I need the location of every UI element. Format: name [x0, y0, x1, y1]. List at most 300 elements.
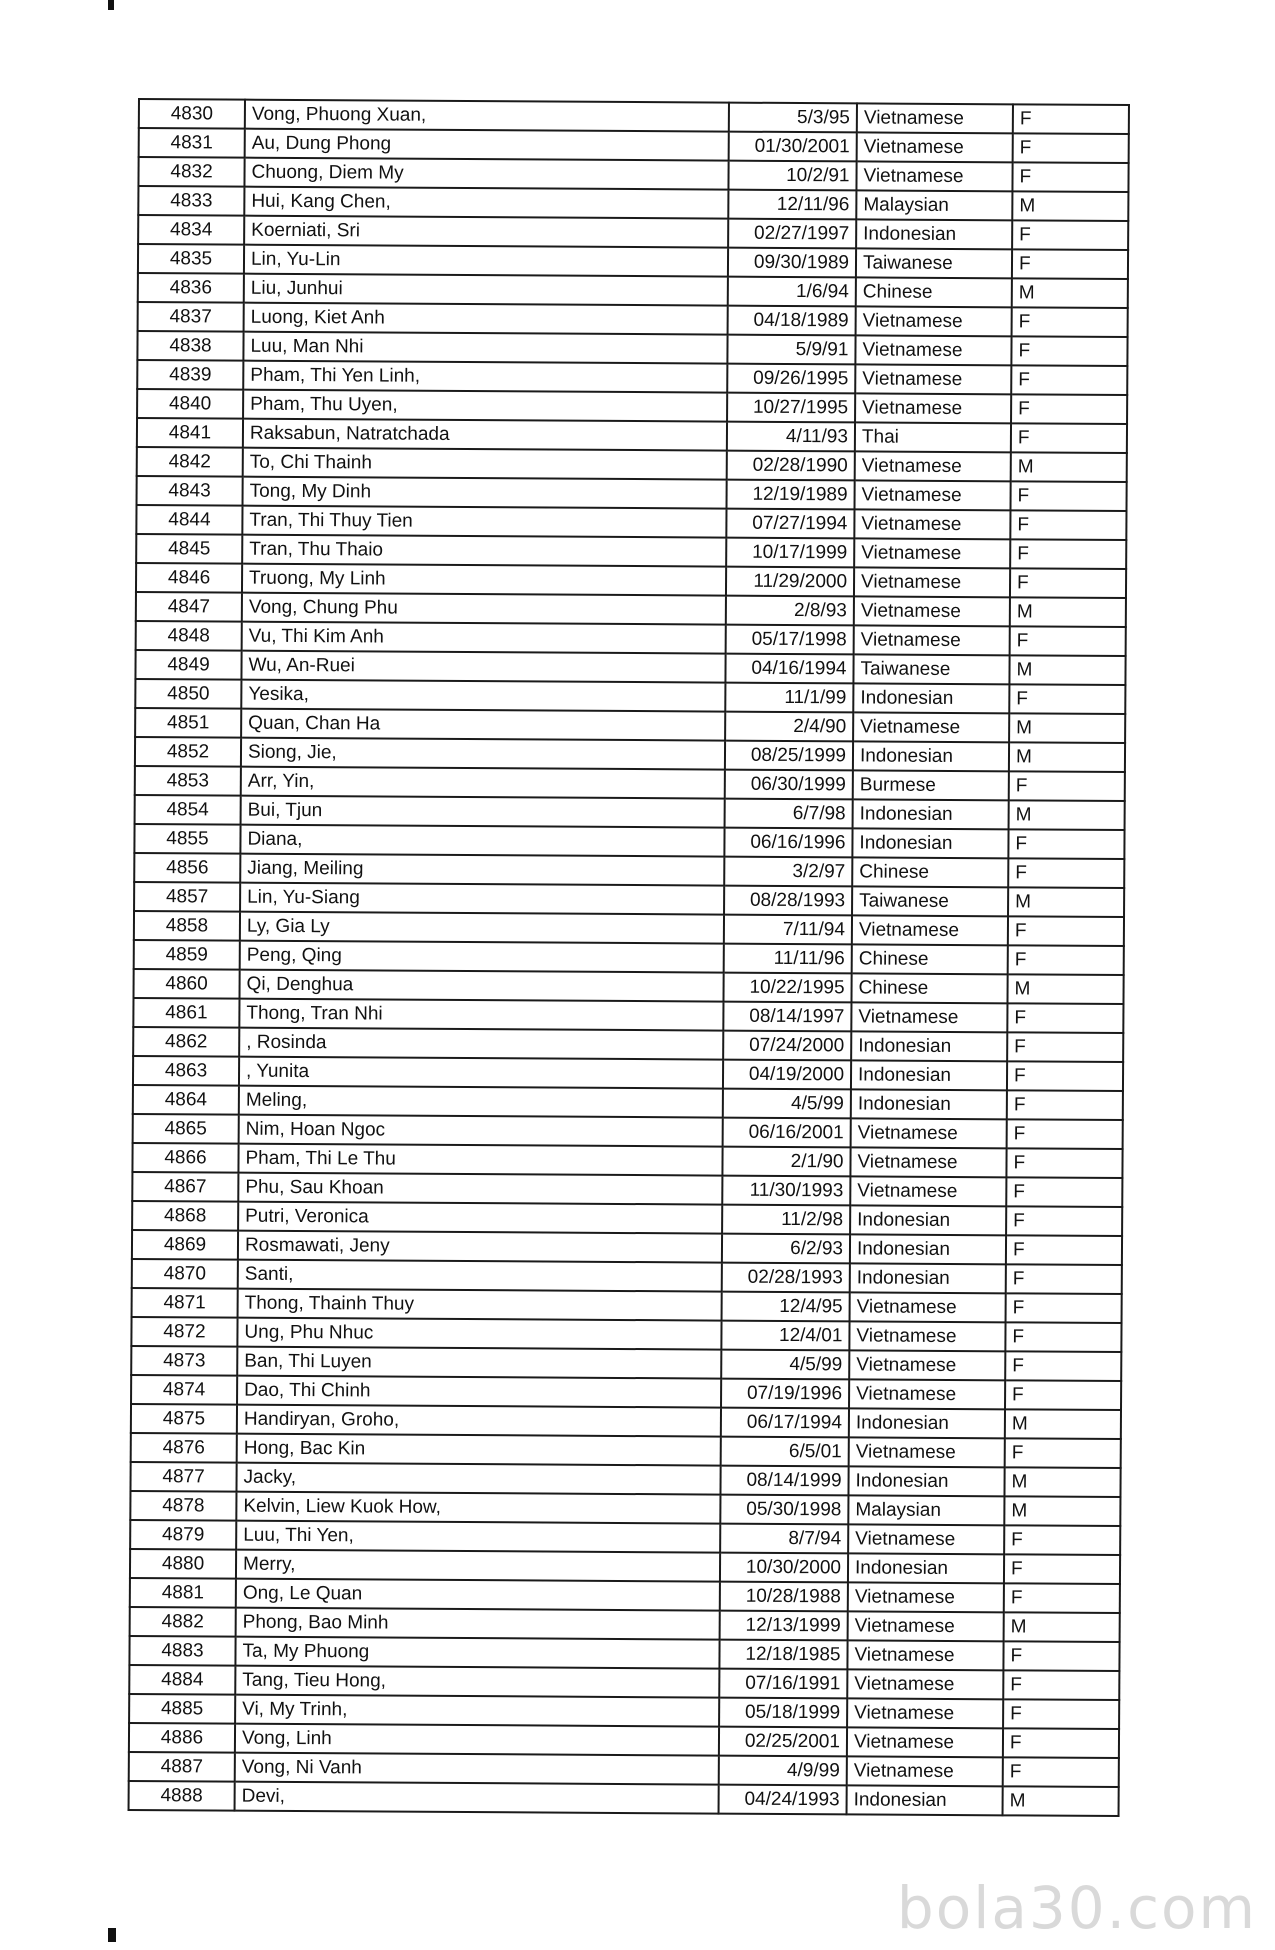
date-of-birth-cell: 08/28/1993 — [724, 886, 852, 916]
sex-cell: F — [1004, 1554, 1120, 1584]
record-id-cell: 4886 — [129, 1723, 235, 1753]
nationality-cell: Indonesian — [847, 1785, 1003, 1815]
name-cell: Koerniati, Sri — [244, 216, 728, 248]
sex-cell: F — [1003, 1670, 1119, 1700]
nationality-cell: Vietnamese — [854, 567, 1010, 597]
sex-cell: M — [1008, 887, 1124, 917]
sex-cell: F — [1003, 1699, 1119, 1729]
date-of-birth-cell: 07/27/1994 — [726, 509, 854, 539]
date-of-birth-cell: 12/18/1985 — [719, 1640, 847, 1670]
date-of-birth-cell: 02/28/1990 — [727, 451, 855, 481]
date-of-birth-cell: 4/11/93 — [727, 422, 855, 452]
nationality-cell: Chinese — [852, 857, 1008, 887]
sex-cell: F — [1013, 104, 1129, 134]
nationality-cell: Taiwanese — [856, 248, 1012, 278]
nationality-cell: Indonesian — [853, 683, 1009, 713]
name-cell: Tran, Thi Thuy Tien — [242, 506, 726, 538]
date-of-birth-cell: 01/30/2001 — [729, 132, 857, 162]
record-id-cell: 4857 — [134, 882, 240, 912]
sex-cell: F — [1006, 1264, 1122, 1294]
date-of-birth-cell: 06/16/2001 — [723, 1118, 851, 1148]
nationality-cell: Vietnamese — [855, 393, 1011, 423]
nationality-cell: Taiwanese — [852, 886, 1008, 916]
record-id-cell: 4846 — [136, 563, 242, 593]
name-cell: Lin, Yu-Siang — [240, 883, 724, 915]
sex-cell: F — [1011, 336, 1127, 366]
sex-cell: F — [1012, 220, 1128, 250]
nationality-cell: Indonesian — [856, 219, 1012, 249]
date-of-birth-cell: 4/5/99 — [723, 1089, 851, 1119]
date-of-birth-cell: 6/7/98 — [725, 799, 853, 829]
sex-cell: M — [1012, 278, 1128, 308]
sex-cell: F — [1010, 626, 1126, 656]
nationality-cell: Thai — [855, 422, 1011, 452]
sex-cell: F — [1007, 1119, 1123, 1149]
date-of-birth-cell: 12/4/95 — [722, 1292, 850, 1322]
sex-cell: F — [1003, 1641, 1119, 1671]
name-cell: Merry, — [236, 1550, 720, 1582]
nationality-cell: Vietnamese — [854, 538, 1010, 568]
nationality-cell: Indonesian — [853, 799, 1009, 829]
sex-cell: F — [1005, 1380, 1121, 1410]
date-of-birth-cell: 11/2/98 — [722, 1205, 850, 1235]
name-cell: Siong, Jie, — [241, 738, 725, 770]
nationality-cell: Vietnamese — [856, 306, 1012, 336]
sex-cell: F — [1011, 365, 1127, 395]
record-id-cell: 4835 — [138, 244, 244, 274]
date-of-birth-cell: 11/11/96 — [724, 944, 852, 974]
name-cell: Jiang, Meiling — [240, 854, 724, 886]
sex-cell: M — [1009, 742, 1125, 772]
scan-mark-top — [108, 0, 114, 10]
nationality-cell: Vietnamese — [855, 364, 1011, 394]
nationality-cell: Indonesian — [851, 1089, 1007, 1119]
record-id-cell: 4834 — [138, 215, 244, 245]
record-id-cell: 4855 — [134, 824, 240, 854]
record-id-cell: 4836 — [138, 273, 244, 303]
nationality-cell: Indonesian — [848, 1466, 1004, 1496]
record-id-cell: 4887 — [129, 1752, 235, 1782]
nationality-cell: Vietnamese — [855, 480, 1011, 510]
scan-mark-bottom — [108, 1928, 116, 1942]
nationality-cell: Vietnamese — [850, 1292, 1006, 1322]
record-id-cell: 4865 — [133, 1114, 239, 1144]
record-id-cell: 4837 — [138, 302, 244, 332]
record-id-cell: 4859 — [134, 940, 240, 970]
date-of-birth-cell: 6/5/01 — [721, 1437, 849, 1467]
date-of-birth-cell: 08/25/1999 — [725, 741, 853, 771]
name-cell: Hui, Kang Chen, — [244, 187, 728, 219]
name-cell: Wu, An-Ruei — [241, 651, 725, 683]
nationality-cell: Vietnamese — [851, 1002, 1007, 1032]
name-cell: Hong, Bac Kin — [237, 1434, 721, 1466]
date-of-birth-cell: 10/30/2000 — [720, 1553, 848, 1583]
sex-cell: F — [1011, 423, 1127, 453]
name-cell: Vi, My Trinh, — [235, 1695, 719, 1727]
record-id-cell: 4873 — [131, 1346, 237, 1376]
date-of-birth-cell: 2/1/90 — [722, 1147, 850, 1177]
sex-cell: F — [1012, 307, 1128, 337]
nationality-cell: Vietnamese — [848, 1524, 1004, 1554]
date-of-birth-cell: 12/4/01 — [721, 1321, 849, 1351]
name-cell: Pham, Thu Uyen, — [243, 390, 727, 422]
name-cell: Kelvin, Liew Kuok How, — [236, 1492, 720, 1524]
record-id-cell: 4854 — [135, 795, 241, 825]
date-of-birth-cell: 12/13/1999 — [720, 1611, 848, 1641]
record-id-cell: 4844 — [136, 505, 242, 535]
date-of-birth-cell: 04/18/1989 — [728, 306, 856, 336]
sex-cell: M — [1007, 974, 1123, 1004]
record-id-cell: 4871 — [132, 1288, 238, 1318]
record-id-cell: 4847 — [136, 592, 242, 622]
date-of-birth-cell: 07/19/1996 — [721, 1379, 849, 1409]
date-of-birth-cell: 05/18/1999 — [719, 1698, 847, 1728]
name-cell: Yesika, — [241, 680, 725, 712]
record-id-cell: 4839 — [137, 360, 243, 390]
date-of-birth-cell: 10/27/1995 — [727, 393, 855, 423]
record-id-cell: 4866 — [132, 1143, 238, 1173]
date-of-birth-cell: 07/24/2000 — [723, 1031, 851, 1061]
nationality-cell: Indonesian — [853, 741, 1009, 771]
date-of-birth-cell: 8/7/94 — [720, 1524, 848, 1554]
nationality-cell: Vietnamese — [855, 451, 1011, 481]
name-cell: Vu, Thi Kim Anh — [242, 622, 726, 654]
date-of-birth-cell: 12/11/96 — [728, 190, 856, 220]
table-row — [129, 1781, 1119, 1816]
table-body — [129, 99, 1129, 1816]
name-cell: Ung, Phu Nhuc — [237, 1318, 721, 1350]
nationality-cell: Indonesian — [852, 828, 1008, 858]
nationality-cell: Vietnamese — [851, 1118, 1007, 1148]
nationality-cell: Vietnamese — [847, 1727, 1003, 1757]
name-cell: Dao, Thi Chinh — [237, 1376, 721, 1408]
name-cell: Lin, Yu-Lin — [244, 245, 728, 277]
name-cell: Diana, — [240, 825, 724, 857]
nationality-cell: Vietnamese — [856, 161, 1012, 191]
date-of-birth-cell: 05/17/1998 — [726, 625, 854, 655]
nationality-cell: Chinese — [852, 944, 1008, 974]
watermark-logo: bola30.com — [896, 1874, 1257, 1942]
record-id-cell: 4880 — [130, 1549, 236, 1579]
record-id-cell: 4856 — [134, 853, 240, 883]
nationality-cell: Chinese — [856, 277, 1012, 307]
record-id-cell: 4883 — [129, 1636, 235, 1666]
date-of-birth-cell: 09/30/1989 — [728, 248, 856, 278]
sex-cell: M — [1011, 452, 1127, 482]
record-id-cell: 4881 — [130, 1578, 236, 1608]
date-of-birth-cell: 5/9/91 — [727, 335, 855, 365]
record-id-cell: 4876 — [131, 1433, 237, 1463]
nationality-cell: Vietnamese — [849, 1437, 1005, 1467]
name-cell: Putri, Veronica — [238, 1202, 722, 1234]
date-of-birth-cell: 06/30/1999 — [725, 770, 853, 800]
nationality-cell: Taiwanese — [853, 654, 1009, 684]
name-cell: Chuong, Diem My — [244, 158, 728, 190]
sex-cell: M — [1005, 1409, 1121, 1439]
nationality-cell: Malaysian — [856, 190, 1012, 220]
date-of-birth-cell: 10/28/1988 — [720, 1582, 848, 1612]
name-cell: Liu, Junhui — [244, 274, 728, 306]
record-id-cell: 4843 — [137, 476, 243, 506]
record-id-cell: 4838 — [137, 331, 243, 361]
date-of-birth-cell: 3/2/97 — [724, 857, 852, 887]
record-id-cell: 4862 — [133, 1027, 239, 1057]
date-of-birth-cell: 04/24/1993 — [719, 1785, 847, 1815]
sex-cell: F — [1013, 133, 1129, 163]
date-of-birth-cell: 08/14/1997 — [723, 1002, 851, 1032]
name-cell: Tong, My Dinh — [243, 477, 727, 509]
sex-cell: F — [1006, 1235, 1122, 1265]
record-id-cell: 4867 — [132, 1172, 238, 1202]
sex-cell: F — [1007, 1090, 1123, 1120]
date-of-birth-cell: 08/14/1999 — [720, 1466, 848, 1496]
nationality-cell: Vietnamese — [854, 625, 1010, 655]
nationality-cell: Vietnamese — [847, 1756, 1003, 1786]
name-cell: Luu, Thi Yen, — [236, 1521, 720, 1553]
record-id-cell: 4853 — [135, 766, 241, 796]
sex-cell: F — [1005, 1438, 1121, 1468]
date-of-birth-cell: 06/17/1994 — [721, 1408, 849, 1438]
nationality-cell: Vietnamese — [849, 1379, 1005, 1409]
nationality-cell: Indonesian — [850, 1205, 1006, 1235]
sex-cell: M — [1004, 1467, 1120, 1497]
sex-cell: F — [1005, 1322, 1121, 1352]
record-id-cell: 4840 — [137, 389, 243, 419]
nationality-cell: Indonesian — [848, 1553, 1004, 1583]
sex-cell: M — [1009, 800, 1125, 830]
sex-cell: F — [1009, 771, 1125, 801]
record-id-cell: 4878 — [130, 1491, 236, 1521]
nationality-cell: Vietnamese — [849, 1350, 1005, 1380]
sex-cell: F — [1008, 945, 1124, 975]
nationality-cell: Indonesian — [851, 1031, 1007, 1061]
sex-cell: F — [1012, 249, 1128, 279]
record-id-cell: 4852 — [135, 737, 241, 767]
name-cell: Truong, My Linh — [242, 564, 726, 596]
record-id-cell: 4861 — [133, 998, 239, 1028]
name-cell: Ban, Thi Luyen — [237, 1347, 721, 1379]
date-of-birth-cell: 4/5/99 — [721, 1350, 849, 1380]
record-id-cell: 4884 — [129, 1665, 235, 1695]
date-of-birth-cell: 12/19/1989 — [727, 480, 855, 510]
nationality-cell: Vietnamese — [850, 1176, 1006, 1206]
nationality-cell: Vietnamese — [852, 915, 1008, 945]
nationality-cell: Indonesian — [850, 1263, 1006, 1293]
name-cell: To, Chi Thainh — [243, 448, 727, 480]
date-of-birth-cell: 5/3/95 — [729, 103, 857, 133]
date-of-birth-cell: 02/28/1993 — [722, 1263, 850, 1293]
student-register-table — [128, 98, 1130, 1817]
record-id-cell: 4860 — [134, 969, 240, 999]
date-of-birth-cell: 6/2/93 — [722, 1234, 850, 1264]
name-cell: Raksabun, Natratchada — [243, 419, 727, 451]
name-cell: Ong, Le Quan — [236, 1579, 720, 1611]
nationality-cell: Burmese — [853, 770, 1009, 800]
nationality-cell: Vietnamese — [853, 712, 1009, 742]
sex-cell: F — [1003, 1757, 1119, 1787]
record-id-cell: 4875 — [131, 1404, 237, 1434]
sex-cell: F — [1006, 1148, 1122, 1178]
sex-cell: F — [1007, 1032, 1123, 1062]
name-cell: Rosmawati, Jeny — [238, 1231, 722, 1263]
date-of-birth-cell: 07/16/1991 — [719, 1669, 847, 1699]
record-id-cell: 4870 — [132, 1259, 238, 1289]
record-id-cell: 4850 — [135, 679, 241, 709]
date-of-birth-cell: 04/16/1994 — [725, 654, 853, 684]
date-of-birth-cell: 10/2/91 — [728, 161, 856, 191]
name-cell: Quan, Chan Ha — [241, 709, 725, 741]
name-cell: Pham, Thi Le Thu — [238, 1144, 722, 1176]
sex-cell: M — [1004, 1612, 1120, 1642]
nationality-cell: Vietnamese — [857, 103, 1013, 133]
sex-cell: M — [1009, 655, 1125, 685]
date-of-birth-cell: 02/25/2001 — [719, 1727, 847, 1757]
sex-cell: M — [1009, 713, 1125, 743]
nationality-cell: Vietnamese — [857, 132, 1013, 162]
sex-cell: F — [1008, 916, 1124, 946]
sex-cell: F — [1012, 162, 1128, 192]
sex-cell: F — [1007, 1061, 1123, 1091]
record-id-cell: 4864 — [133, 1085, 239, 1115]
date-of-birth-cell: 1/6/94 — [728, 277, 856, 307]
sex-cell: M — [1004, 1496, 1120, 1526]
record-id-cell: 4830 — [139, 99, 245, 129]
record-id-cell: 4851 — [135, 708, 241, 738]
name-cell: , Yunita — [239, 1057, 723, 1089]
date-of-birth-cell: 7/11/94 — [724, 915, 852, 945]
date-of-birth-cell: 09/26/1995 — [727, 364, 855, 394]
name-cell: Vong, Ni Vanh — [235, 1753, 719, 1785]
date-of-birth-cell: 4/9/99 — [719, 1756, 847, 1786]
nationality-cell: Vietnamese — [847, 1640, 1003, 1670]
record-id-cell: 4879 — [130, 1520, 236, 1550]
name-cell: Pham, Thi Yen Linh, — [243, 361, 727, 393]
sex-cell: F — [1006, 1206, 1122, 1236]
name-cell: Handiryan, Groho, — [237, 1405, 721, 1437]
nationality-cell: Vietnamese — [847, 1669, 1003, 1699]
record-id-cell: 4888 — [129, 1781, 235, 1811]
name-cell: Ly, Gia Ly — [240, 912, 724, 944]
name-cell: Luu, Man Nhi — [243, 332, 727, 364]
sex-cell: F — [1006, 1177, 1122, 1207]
name-cell: , Rosinda — [239, 1028, 723, 1060]
name-cell: Thong, Tran Nhi — [239, 999, 723, 1031]
record-id-cell: 4869 — [132, 1230, 238, 1260]
record-id-cell: 4848 — [136, 621, 242, 651]
nationality-cell: Vietnamese — [847, 1698, 1003, 1728]
sex-cell: F — [1011, 394, 1127, 424]
sex-cell: M — [1010, 597, 1126, 627]
nationality-cell: Vietnamese — [848, 1582, 1004, 1612]
date-of-birth-cell: 10/22/1995 — [723, 973, 851, 1003]
date-of-birth-cell: 06/16/1996 — [724, 828, 852, 858]
nationality-cell: Vietnamese — [855, 335, 1011, 365]
record-id-cell: 4849 — [135, 650, 241, 680]
name-cell: Bui, Tjun — [241, 796, 725, 828]
sex-cell: F — [1009, 684, 1125, 714]
record-id-cell: 4874 — [131, 1375, 237, 1405]
record-id-cell: 4858 — [134, 911, 240, 941]
record-id-cell: 4877 — [130, 1462, 236, 1492]
name-cell: Santi, — [238, 1260, 722, 1292]
nationality-cell: Indonesian — [849, 1408, 1005, 1438]
name-cell: Peng, Qing — [240, 941, 724, 973]
record-id-cell: 4841 — [137, 418, 243, 448]
date-of-birth-cell: 11/1/99 — [725, 683, 853, 713]
name-cell: Vong, Chung Phu — [242, 593, 726, 625]
sex-cell: F — [1005, 1351, 1121, 1381]
sex-cell: F — [1004, 1583, 1120, 1613]
name-cell: Au, Dung Phong — [245, 129, 729, 161]
name-cell: Tang, Tieu Hong, — [235, 1666, 719, 1698]
sex-cell: F — [1010, 510, 1126, 540]
date-of-birth-cell: 05/30/1998 — [720, 1495, 848, 1525]
record-id-cell: 4882 — [130, 1607, 236, 1637]
sex-cell: F — [1008, 829, 1124, 859]
nationality-cell: Vietnamese — [848, 1611, 1004, 1641]
record-id-cell: 4842 — [137, 447, 243, 477]
nationality-cell: Vietnamese — [854, 596, 1010, 626]
date-of-birth-cell: 2/4/90 — [725, 712, 853, 742]
name-cell: Nim, Hoan Ngoc — [239, 1115, 723, 1147]
sex-cell: F — [1003, 1728, 1119, 1758]
sex-cell: F — [1010, 539, 1126, 569]
date-of-birth-cell: 11/29/2000 — [726, 567, 854, 597]
name-cell: Vong, Phuong Xuan, — [245, 100, 729, 132]
date-of-birth-cell: 02/27/1997 — [728, 219, 856, 249]
date-of-birth-cell: 10/17/1999 — [726, 538, 854, 568]
name-cell: Vong, Linh — [235, 1724, 719, 1756]
name-cell: Meling, — [239, 1086, 723, 1118]
record-id-cell: 4868 — [132, 1201, 238, 1231]
date-of-birth-cell: 11/30/1993 — [722, 1176, 850, 1206]
name-cell: Phu, Sau Khoan — [238, 1173, 722, 1205]
name-cell: Luong, Kiet Anh — [244, 303, 728, 335]
record-id-cell: 4833 — [138, 186, 244, 216]
nationality-cell: Indonesian — [851, 1060, 1007, 1090]
name-cell: Jacky, — [236, 1463, 720, 1495]
name-cell: Tran, Thu Thaio — [242, 535, 726, 567]
sex-cell: M — [1012, 191, 1128, 221]
sex-cell: F — [1010, 481, 1126, 511]
sex-cell: F — [1004, 1525, 1120, 1555]
name-cell: Ta, My Phuong — [235, 1637, 719, 1669]
record-id-cell: 4863 — [133, 1056, 239, 1086]
date-of-birth-cell: 2/8/93 — [726, 596, 854, 626]
sex-cell: F — [1006, 1293, 1122, 1323]
nationality-cell: Indonesian — [850, 1234, 1006, 1264]
nationality-cell: Vietnamese — [850, 1147, 1006, 1177]
name-cell: Phong, Bao Minh — [236, 1608, 720, 1640]
sex-cell: F — [1007, 1003, 1123, 1033]
name-cell: Qi, Denghua — [240, 970, 724, 1002]
name-cell: Thong, Thainh Thuy — [238, 1289, 722, 1321]
name-cell: Devi, — [235, 1782, 719, 1814]
sex-cell: M — [1003, 1786, 1119, 1816]
record-id-cell: 4832 — [138, 157, 244, 187]
name-cell: Arr, Yin, — [241, 767, 725, 799]
nationality-cell: Vietnamese — [849, 1321, 1005, 1351]
record-id-cell: 4831 — [139, 128, 245, 158]
sex-cell: F — [1008, 858, 1124, 888]
sex-cell: F — [1010, 568, 1126, 598]
nationality-cell: Malaysian — [848, 1495, 1004, 1525]
record-id-cell: 4845 — [136, 534, 242, 564]
date-of-birth-cell: 04/19/2000 — [723, 1060, 851, 1090]
nationality-cell: Vietnamese — [854, 509, 1010, 539]
record-id-cell: 4885 — [129, 1694, 235, 1724]
nationality-cell: Chinese — [851, 973, 1007, 1003]
